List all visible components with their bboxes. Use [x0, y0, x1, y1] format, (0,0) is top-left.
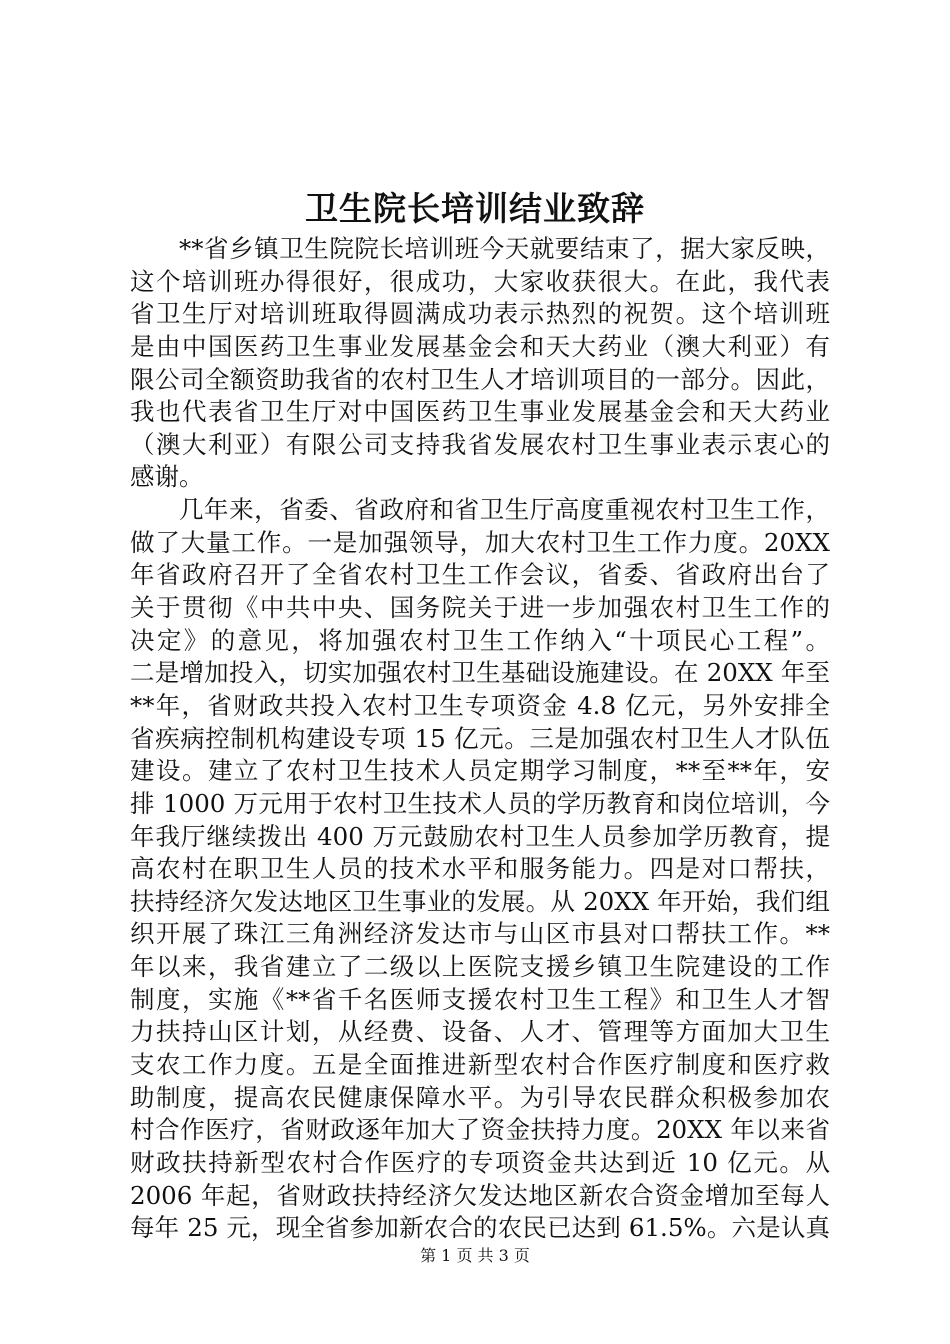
paragraph-line: 几年来，省委、省政府和省卫生厅高度重视农村卫生工作， [179, 495, 830, 525]
paragraph-line: 是由中国医药卫生事业发展基金会和天大药业（澳大利亚）有 [130, 331, 830, 361]
paragraph-line: 力扶持山区计划，从经费、设备、人才、管理等方面加大卫生 [130, 1017, 830, 1047]
paragraph-line: 高农村在职卫生人员的技术水平和服务能力。四是对口帮扶， [130, 854, 830, 884]
paragraph-line: 感谢。 [130, 462, 204, 492]
paragraph-line: 织开展了珠江三角洲经济发达市与山区市县对口帮扶工作。** [130, 919, 830, 949]
paragraph-line: 每年 25 元，现全省参加新农合的农民已达到 61.5%。六是认真 [130, 1213, 830, 1243]
paragraph-line: 二是增加投入，切实加强农村卫生基础设施建设。在 20XX 年至 [130, 658, 830, 688]
paragraph-line: 2006 年起，省财政扶持经济欠发达地区新农合资金增加至每人 [130, 1180, 830, 1210]
paragraph-line: 省疾病控制机构建设专项 15 亿元。三是加强农村卫生人才队伍 [130, 723, 830, 753]
paragraph-line: 这个培训班办得很好，很成功，大家收获很大。在此，我代表 [130, 266, 830, 296]
paragraph-line: 限公司全额资助我省的农村卫生人才培训项目的一部分。因此， [130, 364, 830, 394]
paragraph-line: **年，省财政共投入农村卫生专项资金 4.8 亿元，另外安排全 [130, 690, 830, 720]
paragraph-line: 支农工作力度。五是全面推进新型农村合作医疗制度和医疗救 [130, 1050, 830, 1080]
paragraph-line: 助制度，提高农民健康保障水平。为引导农民群众积极参加农 [130, 1082, 830, 1112]
document-title: 卫生院长培训结业致辞 [305, 189, 645, 228]
paragraph-line: 年以来，我省建立了二级以上医院支援乡镇卫生院建设的工作 [130, 952, 830, 982]
paragraph-line: 建设。建立了农村卫生技术人员定期学习制度，**至**年，安 [130, 756, 830, 786]
document-body [130, 233, 830, 1245]
paragraph-line: 决定》的意见，将加强农村卫生工作纳入“十项民心工程”。 [130, 625, 830, 655]
paragraph-line: 做了大量工作。一是加强领导，加大农村卫生工作力度。20XX [130, 527, 830, 557]
paragraph-line: 我也代表省卫生厅对中国医药卫生事业发展基金会和天大药业 [130, 397, 830, 427]
paragraph-line: （澳大利亚）有限公司支持我省发展农村卫生事业表示衷心的 [130, 429, 830, 459]
page-footer: 第 1 页 共 3 页 [420, 1246, 530, 1265]
paragraph-line: 排 1000 万元用于农村卫生技术人员的学历教育和岗位培训，今 [130, 788, 830, 818]
paragraph-line: 村合作医疗，省财政逐年加大了资金扶持力度。20XX 年以来省 [130, 1115, 830, 1145]
paragraph-line: 省卫生厅对培训班取得圆满成功表示热烈的祝贺。这个培训班 [130, 299, 830, 329]
paragraph-line: 年我厅继续拨出 400 万元鼓励农村卫生人员参加学历教育，提 [130, 821, 830, 851]
paragraph-line: 制度，实施《**省千名医师支援农村卫生工程》和卫生人才智 [130, 984, 830, 1014]
paragraph-line: 年省政府召开了全省农村卫生工作会议，省委、省政府出台了 [130, 560, 830, 590]
paragraph-line: 财政扶持新型农村合作医疗的专项资金共达到近 10 亿元。从 [130, 1147, 830, 1177]
paragraph-line: 关于贯彻《中共中央、国务院关于进一步加强农村卫生工作的 [130, 593, 830, 623]
paragraph-line: **省乡镇卫生院院长培训班今天就要结束了，据大家反映， [179, 234, 830, 263]
paragraph-line: 扶持经济欠发达地区卫生事业的发展。从 20XX 年开始，我们组 [130, 886, 830, 916]
